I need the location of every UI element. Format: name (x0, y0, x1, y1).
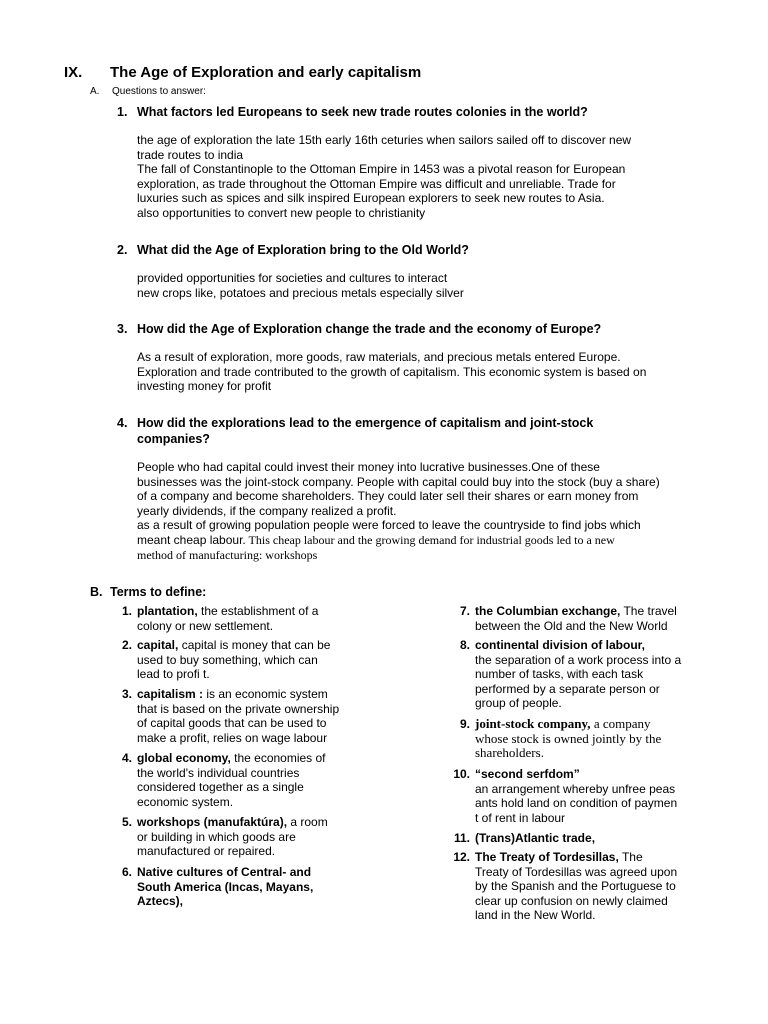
term-number: 7. (459, 604, 470, 618)
term-definition-line: by the Spanish and the Portuguese to (475, 879, 676, 894)
term-name: global economy, (137, 751, 231, 765)
answer-1 (137, 133, 712, 221)
term-definition-line: separation of a work process into a (495, 652, 682, 667)
subheading-terms (90, 585, 206, 599)
term-definition-line: Treaty of Tordesillas was agreed upon (475, 864, 678, 879)
term-definition-line: that is based on the private ownership (137, 701, 340, 716)
term-definition-line: performed by a separate person or (475, 681, 660, 696)
answer-line: Exploration and trade contributed to the growth of capitalism. This economic system is based on (137, 364, 647, 379)
term-definition: a company (590, 716, 651, 731)
term-number: 3. (121, 687, 132, 701)
answer-line: also opportunities to convert new people to christianity (137, 205, 426, 220)
term-definition: The travel (620, 604, 677, 618)
term-number: 11. (453, 831, 470, 845)
term-definition-line: clear up confusion on newly claimed (475, 893, 668, 908)
term-name: capitalism : (137, 687, 204, 701)
term-definition: the economies of (230, 751, 326, 765)
term-item (450, 717, 661, 761)
subheading-label: Terms to define: (110, 585, 207, 599)
term-definition-line: considered together as a single (137, 780, 304, 795)
question-text-line: companies? (137, 432, 210, 446)
term-definition: is an economic system (203, 687, 328, 701)
term-name-line: Aztecs), (137, 894, 184, 909)
term-definition-line: economic system. (137, 794, 234, 809)
term-item (112, 815, 328, 859)
answer-line: trade routes to india (137, 147, 244, 162)
term-definition-line: number of tasks, with each task (475, 667, 644, 682)
term-definition-line: between the Old and the New World (475, 618, 668, 633)
term-definition-line: or building in which goods are (137, 829, 296, 844)
term-name: capital, (137, 638, 179, 652)
answer-line: provided opportunities for societies and cultures to interact (137, 271, 448, 285)
answer-line: businesses was the joint-stock company. People with capital could buy into the stock (buy a share) (137, 474, 660, 489)
answer-line: exploration, as trade throughout the Ottoman Empire was difficult and unreliable. Trade for (137, 176, 616, 191)
term-number: 4. (121, 751, 132, 765)
term-definition-line: manufactured or repaired. (137, 844, 276, 859)
term-item (450, 638, 681, 711)
term-name-line: South America (Incas, Mayans, (137, 879, 314, 894)
question-number: 2. (117, 243, 128, 257)
term-item (112, 638, 330, 682)
answer-line-mixed (137, 533, 712, 548)
term-number: 6. (121, 865, 132, 879)
term-definition-line: t of rent in labour (475, 810, 566, 825)
term-definition-line: whose stock is owned jointly by the (475, 730, 662, 746)
answer-line: luxuries such as spices and silk inspired European explorers to seek new routes to Asia. (137, 191, 605, 206)
term-name: (Trans)Atlantic trade, (475, 831, 596, 845)
term-definition-line: lead to profi t. (137, 667, 210, 682)
question-4 (117, 415, 717, 447)
term-number: 12. (453, 850, 470, 864)
answer-line-serif: method of manufacturing: workshops (137, 547, 318, 562)
term-name: joint-stock company, (475, 716, 591, 731)
answer-line: new crops like, potatoes and precious metals especially silver (137, 285, 464, 300)
term-name-line: Native cultures of Central- and (137, 865, 312, 879)
question-text: What did the Age of Exploration bring to the Old World? (137, 243, 469, 257)
term-definition-line: make a profit, relies on wage labour (137, 730, 328, 745)
answer-line: yearly dividends, if the company realized a profit. (137, 503, 397, 518)
answer-segment: meant cheap labour. (137, 532, 246, 547)
term-item (112, 751, 326, 809)
term-name: plantation, (137, 604, 198, 618)
term-item (112, 687, 339, 745)
term-definition: the establishment of a (197, 604, 319, 618)
answer-2 (137, 271, 712, 300)
question-3 (117, 321, 717, 337)
term-number: 9. (459, 717, 470, 731)
term-name: the Columbian exchange, (475, 604, 621, 618)
answer-line: the age of exploration the late 15th early 16th ceturies when sailors sailed off to discover new (137, 133, 632, 147)
term-name: workshops (manufaktúra), (137, 815, 288, 829)
term-definition-line: group of people. (475, 696, 562, 711)
term-definition-line: an arrangement whereby unfree peas (475, 781, 676, 796)
term-definition: The (618, 850, 643, 864)
subheading-letter: B. (90, 585, 103, 599)
question-number: 4. (117, 416, 128, 430)
answer-line: investing money for profit (137, 379, 272, 394)
question-text (137, 415, 717, 447)
term-definition-line: shareholders. (475, 745, 544, 761)
term-name: “second serfdom” (475, 767, 580, 781)
question-number: 1. (117, 105, 128, 119)
term-definition-line: ants hold land on condition of paymen (475, 796, 678, 811)
term-definition-line: used to buy something, which can (137, 652, 318, 667)
term-item (112, 865, 313, 909)
answer-line: of a company and become shareholders. They could later sell their shares or earn money from (137, 489, 639, 504)
term-name: The Treaty of Tordesillas, (475, 850, 619, 864)
answer-3 (137, 350, 712, 394)
subheading-letter: A. (90, 86, 100, 97)
question-1 (117, 104, 717, 120)
term-item (112, 604, 318, 633)
subheading-questions (90, 86, 206, 97)
term-item (450, 850, 677, 923)
question-text: What factors led Europeans to seek new trade routes colonies in the world? (137, 105, 588, 119)
subheading-label: Questions to answer: (112, 86, 206, 97)
term-definition-line: land in the New World. (475, 908, 596, 923)
question-text-line: How did the explorations lead to the emergence of capitalism and joint-stock (137, 416, 594, 430)
term-definition: a room (287, 815, 328, 829)
term-item (450, 767, 677, 825)
section-number: IX. (64, 64, 83, 81)
term-number: 10. (453, 767, 470, 781)
term-name: continental division of labour, (475, 638, 646, 652)
answer-line: The fall of Constantinople to the Ottoman Empire in 1453 was a pivotal reason for European (137, 162, 626, 177)
answer-line: People who had capital could invest their money into lucrative businesses.One of these (137, 460, 600, 474)
section-heading (64, 64, 421, 81)
term-number: 8. (459, 638, 470, 652)
term-definition-line: colony or new settlement. (137, 618, 274, 633)
term-item (450, 604, 677, 633)
section-title: The Age of Exploration and early capitalism (110, 64, 422, 81)
answer-line: as a result of growing population people were forced to leave the countryside to find jobs which (137, 518, 641, 533)
term-definition: the (475, 652, 492, 667)
answer-segment-serif: This cheap labour and the growing demand for industrial goods led to a new (245, 532, 615, 547)
question-2 (117, 242, 717, 258)
question-number: 3. (117, 322, 128, 336)
term-definition-line: of capital goods that can be used to (137, 716, 327, 731)
answer-4 (137, 460, 712, 562)
term-number: 5. (121, 815, 132, 829)
term-number: 1. (121, 604, 132, 618)
term-item (450, 831, 595, 846)
answer-line: As a result of exploration, more goods, raw materials, and precious metals entered Europe. (137, 350, 621, 364)
question-text: How did the Age of Exploration change the trade and the economy of Europe? (137, 322, 602, 336)
term-definition-line: the world's individual countries (137, 765, 300, 780)
term-number: 2. (121, 638, 132, 652)
term-definition: capital is money that can be (178, 638, 331, 652)
